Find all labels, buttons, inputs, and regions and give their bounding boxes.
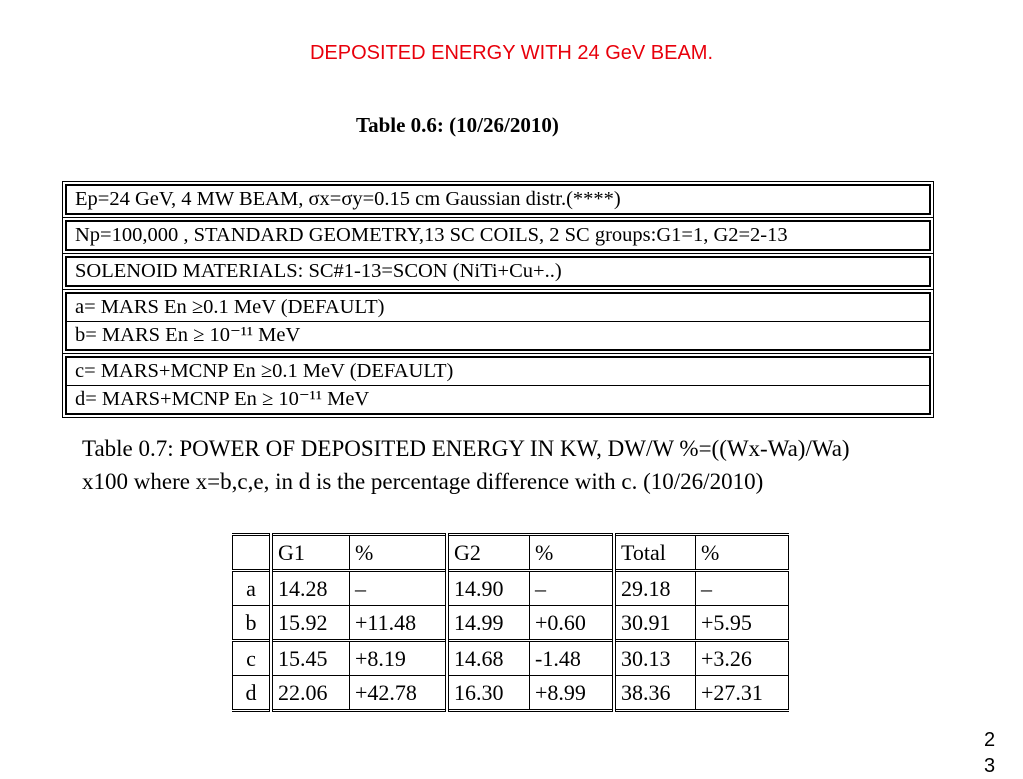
table-row: [233, 641, 789, 676]
param-row-a: a= MARS En ≥0.1 MeV (DEFAULT): [75, 296, 385, 318]
table-cell: –: [696, 571, 789, 606]
table-cell: 16.30: [447, 676, 530, 711]
table-cell: +8.19: [350, 641, 448, 676]
param-row-c: c= MARS+MCNP En ≥0.1 MeV (DEFAULT): [75, 360, 454, 382]
table-header-row: [233, 535, 789, 571]
param-group: [65, 256, 931, 287]
header-cell: [233, 535, 272, 571]
param-row-geometry: Np=100,000 , STANDARD GEOMETRY,13 SC COILS, 2 SC groups:G1=1, G2=2-13: [75, 224, 788, 246]
param-group: [65, 220, 931, 251]
table-cell: 29.18: [614, 571, 696, 606]
table-cell: 22.06: [271, 676, 350, 711]
row-label: b: [233, 606, 272, 641]
table-row: [233, 676, 789, 711]
table-cell: +11.48: [350, 606, 448, 641]
table-cell: +0.60: [530, 606, 615, 641]
table-cell: +5.95: [696, 606, 789, 641]
param-group: [65, 184, 931, 215]
table-cell: +42.78: [350, 676, 448, 711]
param-group: [65, 356, 931, 415]
param-group: [65, 292, 931, 351]
param-row-beam: Ep=24 GeV, 4 MW BEAM, σx=σy=0.15 cm Gaussian distr.(****): [75, 188, 621, 210]
table-row: [233, 606, 789, 641]
header-cell-pct-g1: %: [350, 535, 448, 571]
page-number: 23: [984, 729, 996, 777]
header-cell-g1: G1: [271, 535, 350, 571]
table-cell: +27.31: [696, 676, 789, 711]
table-cell: +8.99: [530, 676, 615, 711]
row-label: a: [233, 571, 272, 606]
deposited-energy-table: [232, 533, 789, 712]
table-cell: 15.45: [271, 641, 350, 676]
row-label: d: [233, 676, 272, 711]
header-cell-g2: G2: [447, 535, 530, 571]
table-row: [233, 571, 789, 606]
param-row-b: b= MARS En ≥ 10⁻¹¹ MeV: [67, 321, 929, 349]
table-cell: +3.26: [696, 641, 789, 676]
param-row-materials: SOLENOID MATERIALS: SC#1-13=SCON (NiTi+Cu+..): [75, 260, 562, 282]
param-row-d: d= MARS+MCNP En ≥ 10⁻¹¹ MeV: [67, 385, 929, 413]
table-cell: 30.13: [614, 641, 696, 676]
table-cell: 14.68: [447, 641, 530, 676]
header-cell-total: Total: [614, 535, 696, 571]
parameters-table: [65, 184, 931, 420]
table-0-7-caption: [82, 432, 942, 498]
header-cell-pct-g2: %: [530, 535, 615, 571]
table-cell: –: [350, 571, 448, 606]
table-cell: –: [530, 571, 615, 606]
table-cell: 14.99: [447, 606, 530, 641]
table-cell: 38.36: [614, 676, 696, 711]
table-cell: 14.28: [271, 571, 350, 606]
row-label: c: [233, 641, 272, 676]
table-cell: -1.48: [530, 641, 615, 676]
table-0-7-caption-line2: x100 where x=b,c,e, in d is the percentage difference with c. (10/26/2010): [82, 469, 764, 494]
slide-title: DEPOSITED ENERGY WITH 24 GeV BEAM.: [309, 42, 714, 64]
table-cell: 14.90: [447, 571, 530, 606]
table-cell: 30.91: [614, 606, 696, 641]
header-cell-pct-total: %: [696, 535, 789, 571]
table-0-6-caption: Table 0.6: (10/26/2010): [356, 113, 559, 137]
table-cell: 15.92: [271, 606, 350, 641]
table-0-7-caption-line1: Table 0.7: POWER OF DEPOSITED ENERGY IN KW, DW/W %=((Wx-Wa)/Wa): [82, 436, 850, 461]
